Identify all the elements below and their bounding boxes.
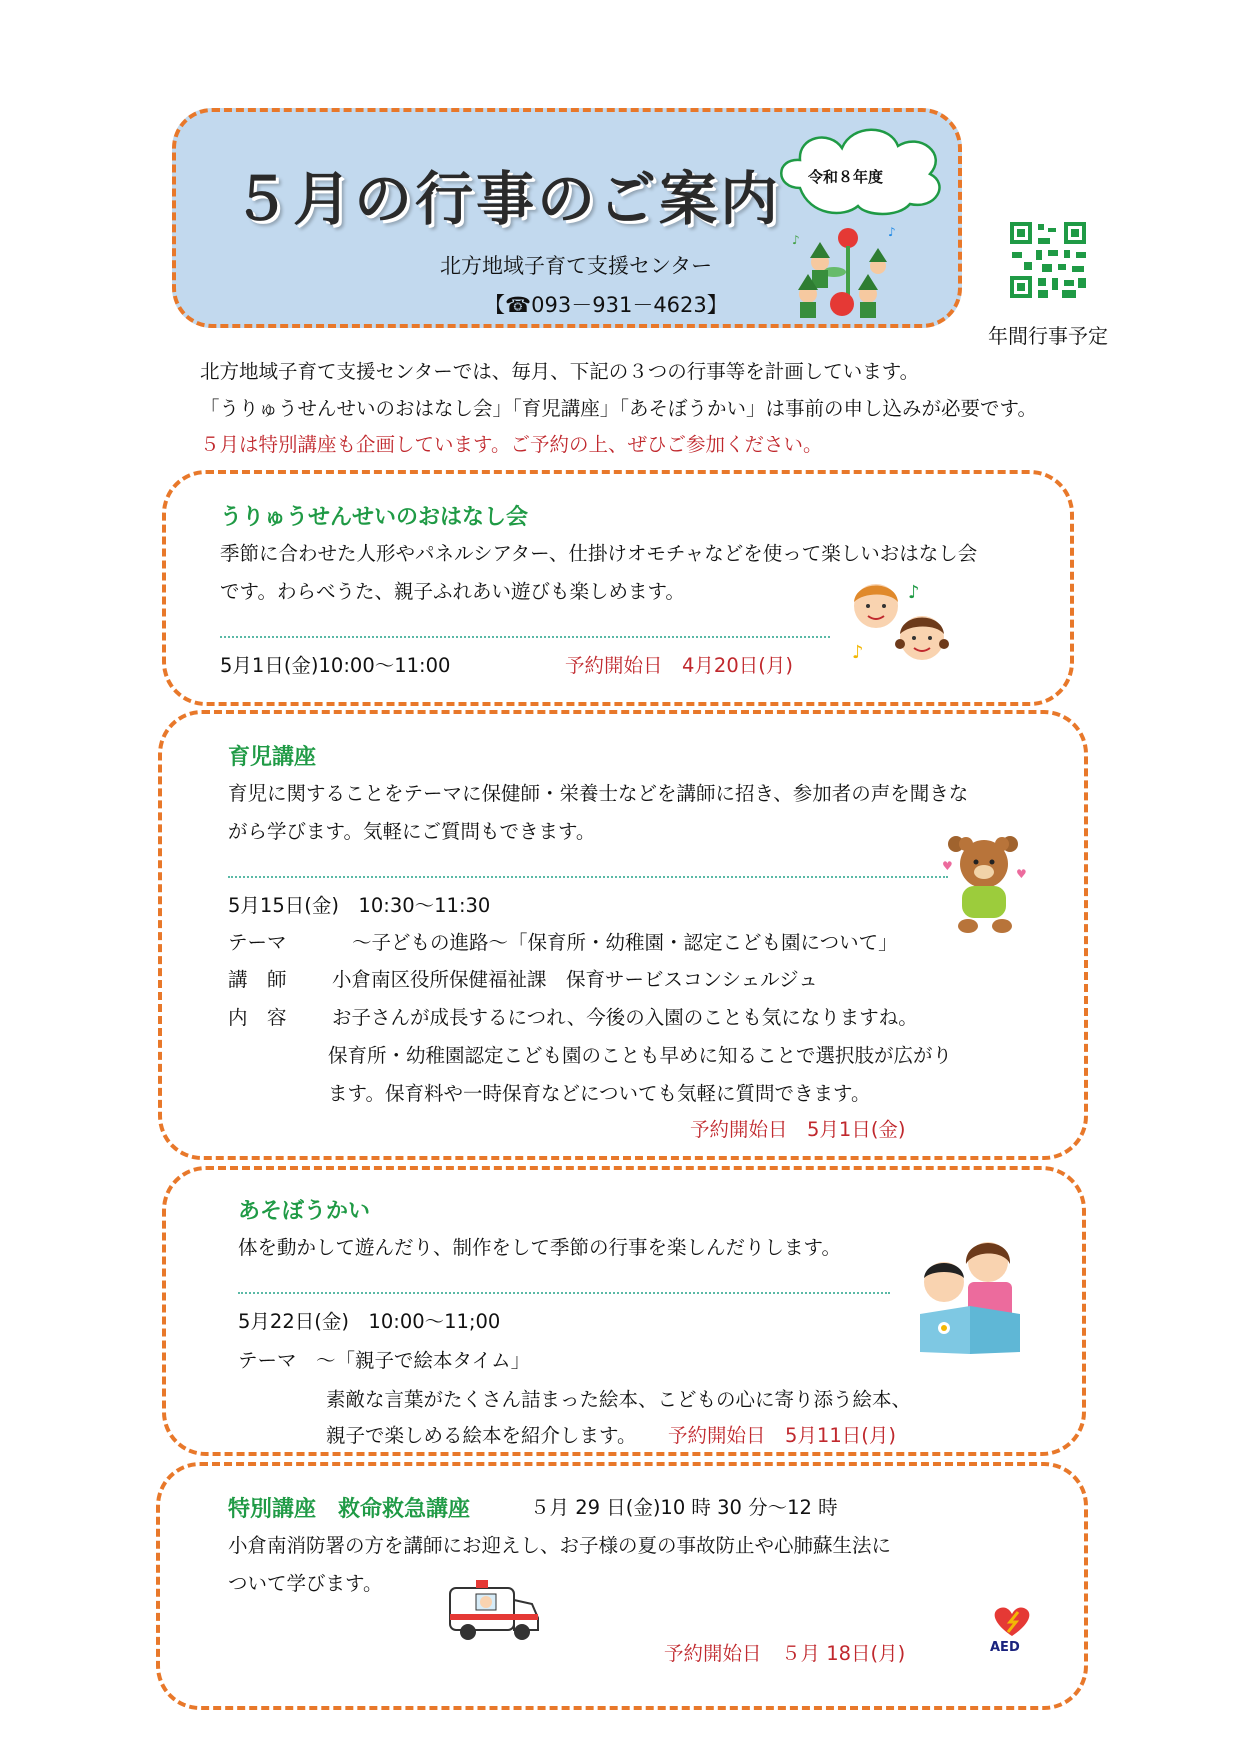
intro-line-1: 北方地域子育て支援センターでは、毎月、下記の３つの行事等を計画しています。 (200, 360, 920, 383)
svg-text:♪: ♪ (908, 582, 920, 603)
qr-label: 年間行事予定 (988, 324, 1108, 348)
event-play-content-1: 素敵な言葉がたくさん詰まった絵本、こどもの心に寄り添う絵本、 (326, 1388, 912, 1411)
event-parenting-content-label: 内 容 (228, 1006, 287, 1029)
center-name: 北方地域子育て支援センター (440, 254, 713, 278)
event-parenting-desc-1: 育児に関することをテーマに保健師・栄養士などを講師に招き、参加者の声を聞きな (228, 782, 969, 805)
intro-line-2: 「うりゅうせんせいのおはなし会」「育児講座」「あそぼうかい」は事前の申し込みが必要です。 (200, 397, 1037, 420)
event-parenting-desc-2: がら学びます。気軽にご質問もできます。 (228, 820, 596, 843)
event-special-reservation: 予約開始日 ５月 18日(月) (664, 1642, 906, 1665)
event-special-datetime: ５月 29 日(金)10 時 30 分～12 時 (530, 1496, 838, 1519)
divider (220, 636, 830, 638)
svg-text:♥: ♥ (1016, 867, 1027, 881)
intro-line-3: ５月は特別講座も企画しています。ご予約の上、ぜひご参加ください。 (200, 433, 823, 456)
picture-book-illustration-icon (918, 1236, 1022, 1358)
phone-number: 【☎093－931－4623】 (484, 293, 728, 317)
event-storytelling-desc-1: 季節に合わせた人形やパネルシアター、仕掛けオモチャなどを使って楽しいおはなし会 (220, 542, 978, 565)
event-storytelling-reservation: 予約開始日 4月20日(月) (565, 654, 793, 677)
page-title: ５月の行事のご案内 (232, 165, 782, 233)
ambulance-icon (446, 1574, 542, 1644)
event-play-theme: ～「親子で絵本タイム」 (316, 1349, 531, 1372)
event-special-desc-1: 小倉南消防署の方を講師にお迎えし、お子様の夏の事故防止や心肺蘇生法に (228, 1534, 892, 1557)
event-play-reservation: 予約開始日 5月11日(月) (668, 1424, 896, 1447)
event-storytelling-desc-2: です。わらべうた、親子ふれあい遊びも楽しめます。 (220, 580, 685, 603)
event-play-content-2: 親子で楽しめる絵本を紹介します。 (326, 1424, 637, 1447)
event-special-desc-2: ついて学びます。 (228, 1572, 383, 1595)
aed-label: AED (990, 1640, 1020, 1655)
event-play-datetime: 5月22日(金) 10:00～11;00 (238, 1310, 501, 1333)
event-parenting-lecturer-label: 講 師 (228, 968, 287, 991)
svg-text:♪: ♪ (852, 642, 864, 663)
event-parenting-content-2: 保育所・幼稚園認定こども園のことも早めに知ることで選択肢が広がり (328, 1044, 953, 1067)
divider (238, 1292, 890, 1294)
event-parenting-title: 育児講座 (228, 745, 317, 770)
elves-illustration-icon (790, 222, 902, 322)
event-parenting-reservation: 予約開始日 5月1日(金) (690, 1118, 906, 1141)
event-storytelling-title: うりゅうせんせいのおはなし会 (220, 505, 529, 530)
fiscal-year-label: 令和８年度 (808, 168, 884, 186)
event-parenting-lecturer: 小倉南区役所保健福祉課 保育サービスコンシェルジュ (332, 968, 818, 991)
event-parenting-theme: ～子どもの進路～「保育所・幼稚園・認定こども園について」 (352, 931, 898, 954)
bear-illustration-icon (940, 830, 1030, 938)
event-parenting-theme-label: テーマ (228, 931, 287, 954)
children-illustration-icon (850, 578, 960, 670)
svg-text:♪: ♪ (888, 225, 896, 239)
svg-text:♥: ♥ (942, 859, 953, 873)
event-play-theme-label: テーマ (238, 1349, 297, 1372)
divider (228, 876, 948, 878)
event-parenting-datetime: 5月15日(金) 10:30～11:30 (228, 894, 491, 917)
qr-code-icon (1008, 220, 1088, 300)
event-parenting-content-1: お子さんが成長するにつれ、今後の入園のことも気になりますね。 (332, 1006, 918, 1029)
event-special-title: 特別講座 救命救急講座 (228, 1497, 471, 1522)
event-play-desc-1: 体を動かして遊んだり、制作をして季節の行事を楽しんだりします。 (238, 1236, 841, 1259)
event-parenting-content-3: ます。保育料や一時保育などについても気軽に質問できます。 (328, 1082, 871, 1105)
event-play-title: あそぼうかい (238, 1199, 371, 1224)
svg-text:♪: ♪ (792, 233, 800, 247)
event-storytelling-datetime: 5月1日(金)10:00～11:00 (220, 654, 451, 677)
